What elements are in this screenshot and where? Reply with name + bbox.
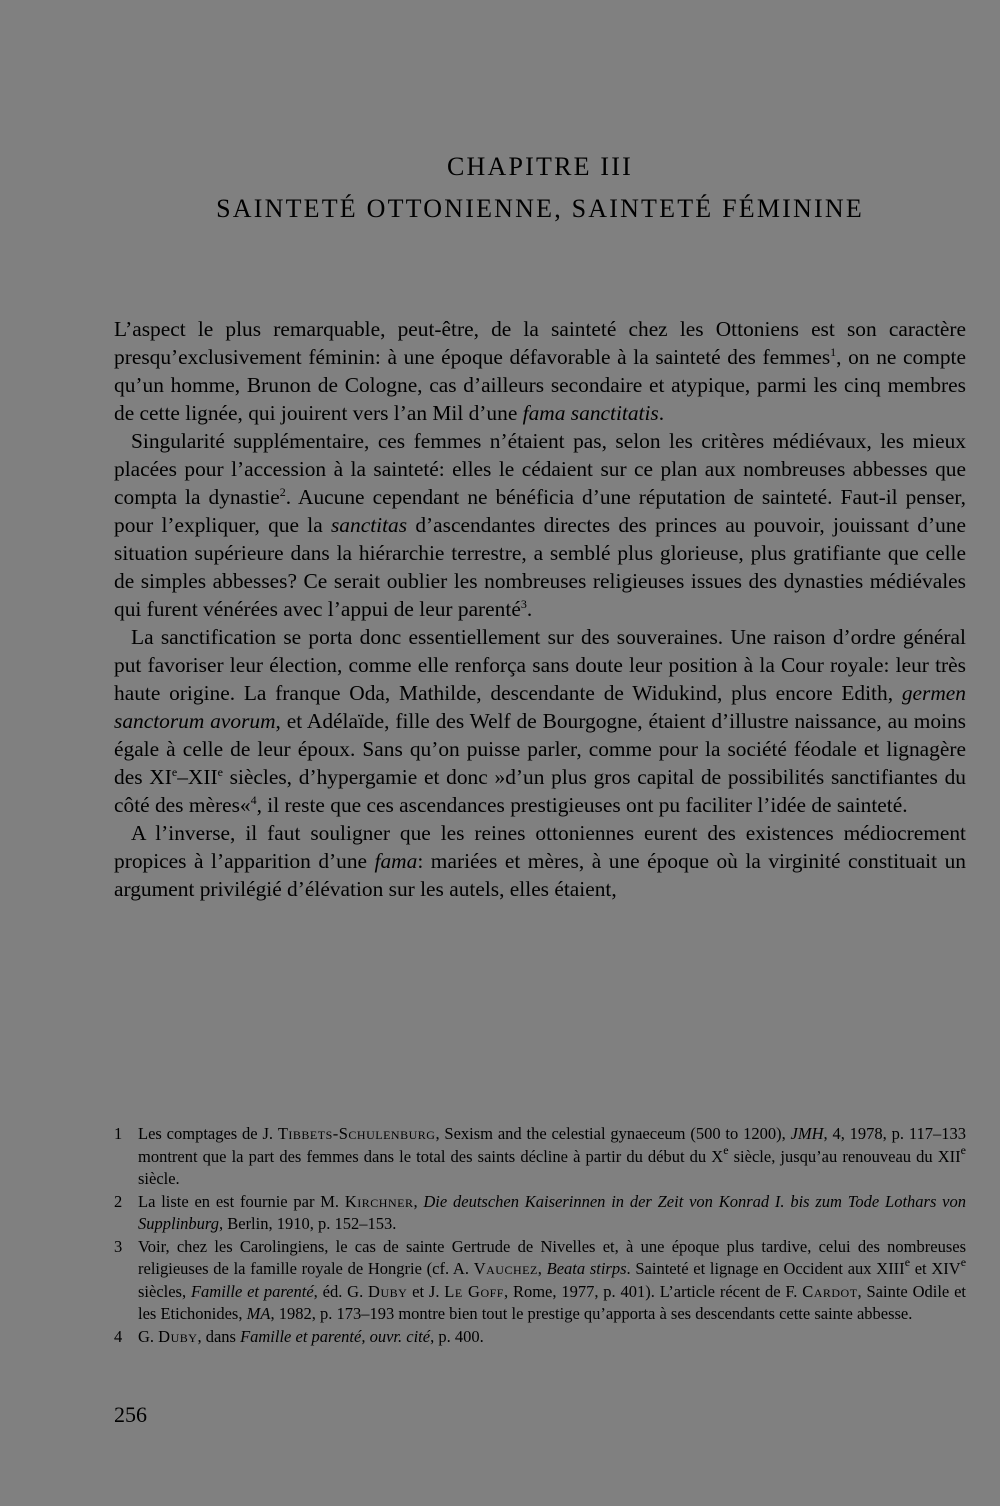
text-run: La sanctification se porta donc essentiellement sur des souveraines. Une raison d’ordre général put favoriser leur élection, comme elle renforça sans doute leur position à la Cour royale: leur très haute origine. La franque Oda, Mathilde, descendante de Widukind, plus encore Edith,	[114, 625, 966, 705]
superscript: 3	[520, 597, 527, 611]
text-run: Singularité supplémentaire, ces femmes n’étaient pas, selon les critères médiévaux, les mieux placées pour l’accession à la sainteté: elles le cédaient sur ce plan aux nombreuses abbesses que compta la dynastie	[114, 429, 966, 509]
text-run: siècles,	[138, 1281, 191, 1301]
italic-text: MA	[246, 1304, 271, 1323]
text-run: L’aspect le plus remarquable, peut-être, de la sainteté chez les Ottoniens est son caractère presqu’exclusivement féminin: à une époque défavorable à la sainteté des femmes	[114, 317, 966, 369]
italic-text: germen sanctorum avorum	[114, 681, 966, 733]
author-name: Vauchez	[473, 1259, 538, 1278]
text-run: .	[526, 597, 533, 621]
text-run: La liste en est fournie par M.	[138, 1191, 345, 1211]
text-run: , Sainte Odile et les Etichonides,	[138, 1281, 966, 1323]
text-run: . Sainteté et lignage en Occident aux XIII	[626, 1259, 905, 1278]
chapter-number: CHAPITRE III	[447, 152, 633, 181]
italic-text: JMH	[790, 1124, 824, 1143]
text-run: G.	[138, 1326, 159, 1346]
footnote-text	[138, 1123, 966, 1191]
footnote	[114, 1326, 966, 1349]
text-run: , 4, 1978, p. 117–133 montrent que la part des femmes dans le total des saints décline à partir du début du X	[138, 1124, 966, 1166]
text-run: , 1982, p. 173–193 montre bien tout le prestige qu’apporta à ses descendants cette sainte abbesse.	[270, 1304, 913, 1323]
footnote-number: 4	[114, 1326, 123, 1346]
text-run: A l’inverse, il faut souligner que les reines ottoniennes eurent des existences médiocrement propices à l’apparition d’une	[114, 821, 966, 873]
italic-text: Beata stirps	[546, 1259, 627, 1278]
italic-text: Famille et parenté	[190, 1281, 314, 1301]
footnote	[114, 1123, 966, 1191]
text-run: d’ascendantes directes des princes au pouvoir, jouissant d’une situation supérieure dans la hiérarchie terrestre, a semblé plus glorieuse, plus gratifiante que celle de simples abbesses? Ce serait oublier les nombreuses religieuses issues des dynasties médiévales qui furent vénérées avec l’appui de leur parenté	[114, 513, 967, 621]
footnote-number: 3	[114, 1236, 123, 1256]
text-run: siècle.	[138, 1169, 180, 1188]
footnotes	[114, 1123, 966, 1348]
text-run: siècles, d’hypergamie et donc »d’un plus gros capital de possibilités sanctifiantes du côté des mères«	[114, 765, 967, 817]
footnote-text	[138, 1326, 966, 1349]
superscript: 1	[830, 345, 837, 359]
chapter-heading	[114, 146, 966, 230]
text-run: .	[658, 401, 665, 425]
book-page	[114, 0, 966, 1506]
italic-text: Die deutschen Kaiserinnen in der Zeit von Konrad I. bis zum Tode Lothars von Supplinburg	[138, 1191, 966, 1233]
text-run: et XIV	[910, 1259, 961, 1278]
superscript: e	[960, 1142, 966, 1157]
text-run: , il reste que ces ascendances prestigieuses ont pu faciliter l’idée de sainteté.	[256, 793, 908, 817]
footnote-text	[138, 1236, 966, 1326]
author-name: Tibbets-Schulenburg	[277, 1124, 436, 1143]
text-run: ,	[537, 1259, 547, 1278]
paragraph	[114, 623, 966, 819]
superscript: 4	[250, 793, 257, 807]
superscript: e	[904, 1255, 911, 1269]
text-run: Les comptages de J.	[138, 1124, 278, 1143]
text-run: ,	[413, 1191, 424, 1211]
text-run: –XII	[177, 765, 218, 789]
author-name: Kirchner	[344, 1191, 414, 1211]
author-name: Duby	[368, 1281, 408, 1301]
text-run: , Berlin, 1910, p. 152–153.	[218, 1214, 397, 1233]
superscript: e	[960, 1255, 967, 1269]
text-run: , Rome, 1977, p. 401). L’article récent de F.	[503, 1281, 803, 1301]
superscript: e	[171, 765, 178, 779]
text-run: Voir, chez les Carolingiens, le cas de sainte Gertrude de Nivelles et, à une époque plus tardive, celui des nombreuses religieuses de la famille royale de Hongrie (cf. A.	[138, 1236, 966, 1278]
text-run: , dans	[197, 1326, 241, 1346]
paragraph	[114, 315, 966, 427]
superscript: 2	[279, 485, 286, 499]
italic-text: fama sanctitatis	[522, 401, 659, 425]
footnote	[114, 1236, 966, 1326]
paragraph	[114, 427, 966, 623]
footnote-text	[138, 1191, 966, 1236]
paragraph	[114, 819, 966, 903]
author-name: Duby	[158, 1326, 198, 1346]
text-run: : mariées et mères, à une époque où la virginité constituait un argument privilégié d’élévation sur les autels, elles étaient,	[114, 849, 966, 901]
footnote-number: 2	[114, 1191, 123, 1211]
text-run: , on ne compte qu’un homme, Brunon de Cologne, cas d’ailleurs secondaire et atypique, parmi les cinq membres de cette lignée, qui jouirent vers l’an Mil d’une	[114, 345, 966, 425]
body-text	[114, 315, 966, 903]
text-run: , Sexism and the celestial gynaeceum (500 to 1200),	[435, 1124, 791, 1143]
text-run: siècle, jusqu’au renouveau du XII	[728, 1146, 961, 1166]
text-run: , et Adélaïde, fille des Welf de Bourgogne, étaient d’illustre naissance, au moins égale à celle de leur époux. Sans qu’on puisse parler, comme pour la société féodale et lignagère des XI	[114, 709, 966, 789]
italic-text: Famille et parenté, ouvr. cité	[240, 1326, 431, 1346]
text-run: . Aucune cependant ne bénéficia d’une réputation de sainteté. Faut-il penser, pour l’expliquer, que la	[114, 485, 966, 537]
italic-text: fama	[374, 849, 418, 873]
superscript: e	[217, 765, 223, 779]
text-run: et J.	[407, 1281, 445, 1301]
italic-text: sanctitas	[330, 513, 408, 537]
text-run: , p. 400.	[430, 1326, 484, 1346]
footnote	[114, 1191, 966, 1236]
superscript: e	[723, 1142, 729, 1157]
author-name: Cardot	[802, 1281, 858, 1301]
chapter-title: SAINTETÉ OTTONIENNE, SAINTETÉ FÉMININE	[216, 194, 864, 223]
author-name: Le Goff	[444, 1281, 504, 1301]
page-number: 256	[114, 1402, 147, 1427]
footnote-number: 1	[114, 1124, 123, 1143]
text-run: , éd. G.	[313, 1281, 369, 1301]
